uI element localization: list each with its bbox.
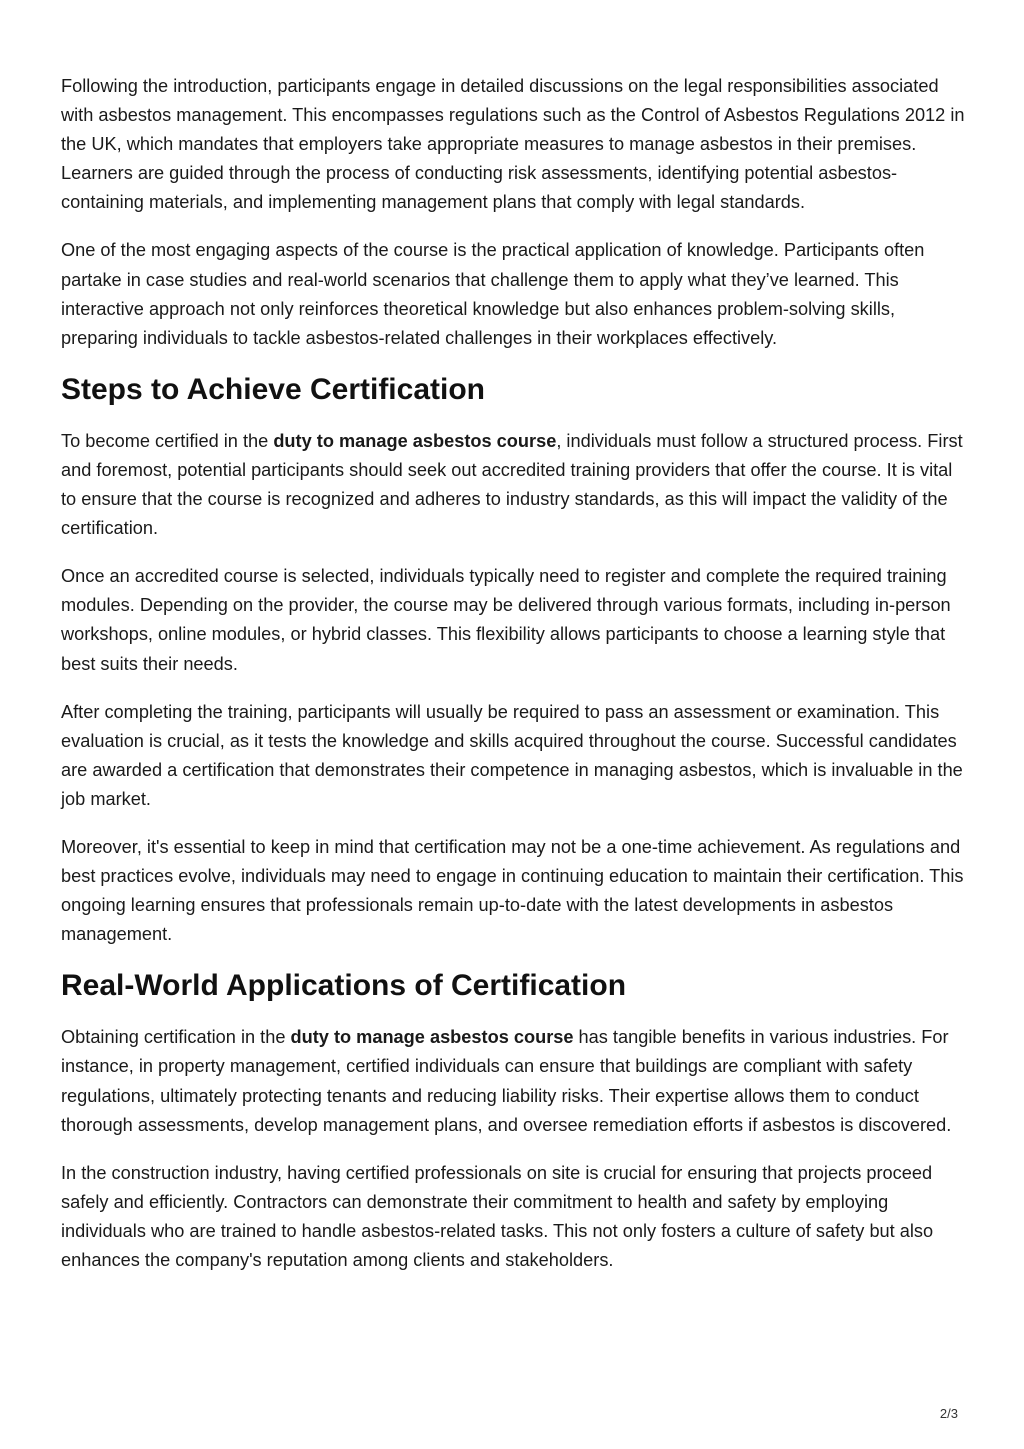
steps-p1-text-after: , individuals must follow a structured process. First and foremost, potential participants should seek out accredited training providers that offer the course. It is vital to ensure that the course is recognized and adheres to industry standards, as this will impact the validity of the certification. xyxy=(61,430,963,539)
steps-paragraph-continuing-education: Moreover, it's essential to keep in mind that certification may not be a one-time achievement. As regulations and best practices evolve, individuals may need to engage in continuing education to maintain their certification. This ongoing learning ensures that professionals remain up-to-date with the latest developments in asbestos management. xyxy=(61,836,964,945)
applications-p1-text-before: Obtaining certification in the xyxy=(61,1027,291,1048)
applications-paragraph-property xyxy=(61,1023,965,1139)
section-heading-steps: Steps to Achieve Certification xyxy=(61,372,485,406)
intro-paragraph-practical: One of the most engaging aspects of the course is the practical application of knowledge. Participants often partake in case studies and real-world scenarios that challenge them to apply what they’ve learned. This interactive approach not only reinforces theoretical knowledge but also enhances problem-solving skills, preparing individuals to tackle asbestos-related challenges in their workplaces effectively. xyxy=(61,240,925,348)
intro-paragraph-legal: Following the introduction, participants engage in detailed discussions on the legal responsibilities associated with asbestos management. This encompasses regulations such as the Control of Asbestos Regulations 2012 in the UK, which mandates that employers take appropriate measures to manage asbestos in their premises. Learners are guided through the process of conducting risk assessments, identifying potential asbestos-containing materials, and implementing management plans that comply with legal standards. xyxy=(61,76,965,213)
steps-p1-text-before: To become certified in the xyxy=(61,430,274,451)
section-heading-applications: Real-World Applications of Certification xyxy=(61,969,627,1003)
document-page xyxy=(61,72,965,1294)
steps-paragraph-assessment: After completing the training, participants will usually be required to pass an assessment or examination. This evaluation is crucial, as it tests the knowledge and skills acquired throughout the course. Successful candidates are awarded a certification that demonstrates their competence in managing asbestos, which is invaluable in the job market. xyxy=(61,701,963,809)
steps-p1-course-name: duty to manage asbestos course xyxy=(273,430,557,451)
applications-paragraph-construction: In the construction industry, having certified professionals on site is crucial for ensuring that projects proceed safely and efficiently. Contractors can demonstrate their commitment to health and safety by employing individuals who are trained to handle asbestos-related tasks. This not only fosters a culture of safety but also enhances the company's reputation among clients and stakeholders. xyxy=(61,1162,934,1270)
steps-paragraph-register: Once an accredited course is selected, individuals typically need to register and complete the required training modules. Depending on the provider, the course may be delivered through various formats, including in-person workshops, online modules, or hybrid classes. This flexibility allows participants to choose a learning style that best suits their needs. xyxy=(61,566,951,674)
applications-p1-course-name: duty to manage asbestos course xyxy=(290,1027,574,1048)
steps-paragraph-structured-process xyxy=(61,427,965,543)
page-number: 2/3 xyxy=(939,1406,958,1421)
applications-p1-text-after: has tangible benefits in various industries. For instance, in property management, certified individuals can ensure that buildings are compliant with safety regulations, ultimately protecting tenants and reducing liability risks. Their expertise allows them to conduct thorough assessments, develop management plans, and oversee remediation efforts if asbestos is discovered. xyxy=(61,1027,952,1135)
